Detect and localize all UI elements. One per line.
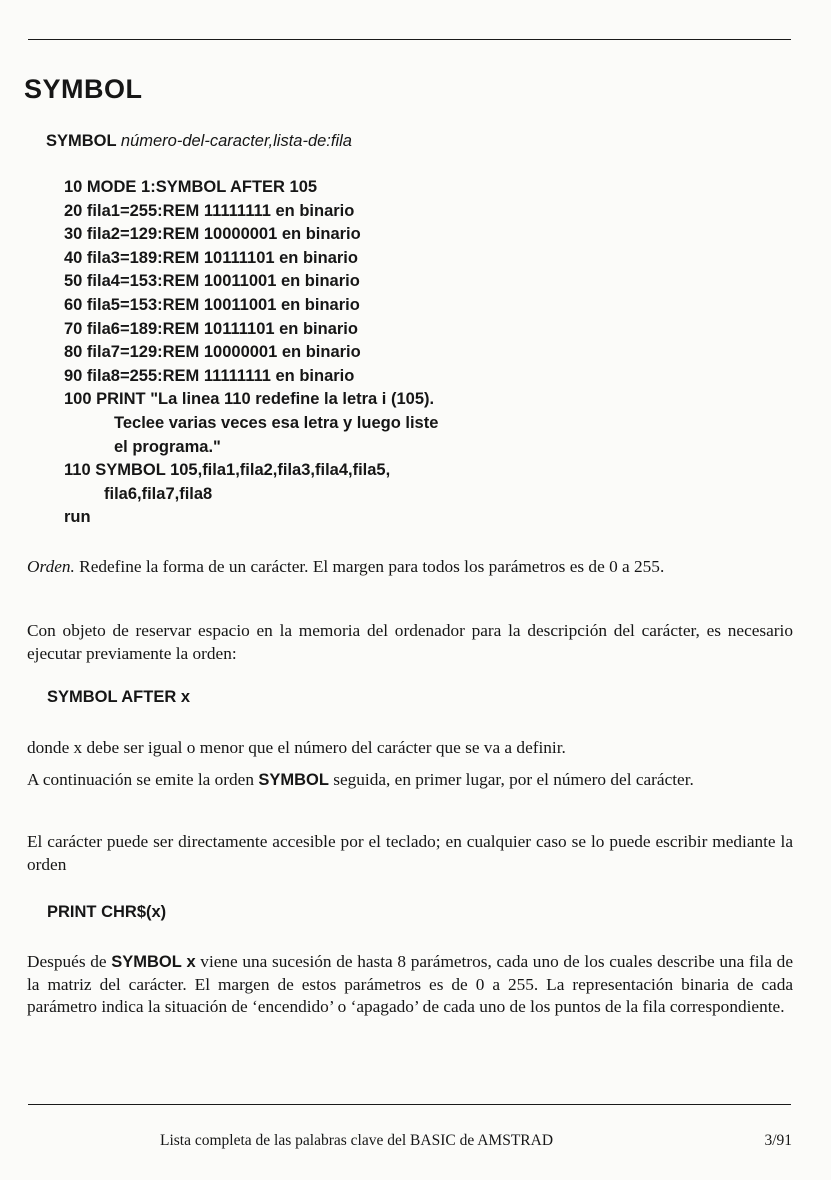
code-line: 80 fila7=129:REM 10000001 en binario [64,343,361,362]
paragraph-text: A continuación se emite la orden [27,770,259,789]
code-line: run [64,508,91,527]
code-line: 30 fila2=129:REM 10000001 en binario [64,225,361,244]
code-line: 100 PRINT "La linea 110 redefine la letra i (105). [64,390,435,409]
paragraph-continuacion [27,769,793,792]
paragraph-text: Redefine la forma de un carácter. El margen para todos los parámetros es de 0 a 255. [74,557,665,576]
paragraph-text: viene una sucesión de hasta 8 parámetros, cada uno de los cuales describe una fila de la matriz del carácter. El margen de estos parámetros es de 0 a 255. La representación binaria de cada parámetro indica la situación de ‘encendido’ o ‘apagado’ de cada uno de los puntos de la fila correspondiente. [27,952,793,1016]
paragraph-donde: donde x debe ser igual o menor que el número del carácter que se va a definir. [27,738,566,757]
top-rule [28,39,791,40]
keyword: SYMBOL [258,771,329,789]
paragraph-teclado: El carácter puede ser directamente accesible por el teclado; en cualquier caso se lo puede escribir mediante la orden [27,832,793,874]
page-number: 3/91 [764,1132,792,1149]
syntax-line [46,132,352,151]
code-line: 10 MODE 1:SYMBOL AFTER 105 [64,178,318,196]
syntax-keyword: SYMBOL [46,132,117,150]
code-line: 90 fila8=255:REM 11111111 en binario [64,366,355,385]
footer-text: Lista completa de las palabras clave del BASIC de AMSTRAD [160,1132,554,1149]
bottom-rule [28,1104,791,1105]
code-line: 20 fila1=255:REM 11111111 en binario [64,201,355,220]
paragraph-despues [27,951,793,1019]
paragraph-reserve: Con objeto de reservar espacio en la memoria del ordenador para la descripción del carácter, es necesario ejecutar previamente la orden: [27,621,793,663]
code-line: 50 fila4=153:REM 10011001 en binario [64,272,360,291]
code-line: 40 fila3=189:REM 10111101 en binario [64,248,358,267]
code-line: 110 SYMBOL 105,fila1,fila2,fila3,fila4,fila5, [64,461,391,480]
paragraph-orden [27,556,793,579]
code-line: el programa." [114,437,221,456]
keyword: SYMBOL x [111,953,196,971]
code-line: 60 fila5=153:REM 10011001 en binario [64,295,360,314]
paragraph-lead: Orden. [27,557,75,576]
command-symbol-after: SYMBOL AFTER x [47,688,191,706]
command-print-chr: PRINT CHR$(x) [47,903,167,921]
code-line: 70 fila6=189:REM 10111101 en binario [64,319,358,338]
syntax-params: número-del-caracter,lista-de:fila [120,132,352,150]
paragraph-text: seguida, en primer lugar, por el número del carácter. [328,770,694,789]
code-listing [64,176,438,530]
code-line: fila6,fila7,fila8 [104,484,213,503]
page-title: SYMBOL [24,74,143,104]
paragraph-text: Después de [27,952,112,971]
code-line: Teclee varias veces esa letra y luego liste [114,413,439,432]
